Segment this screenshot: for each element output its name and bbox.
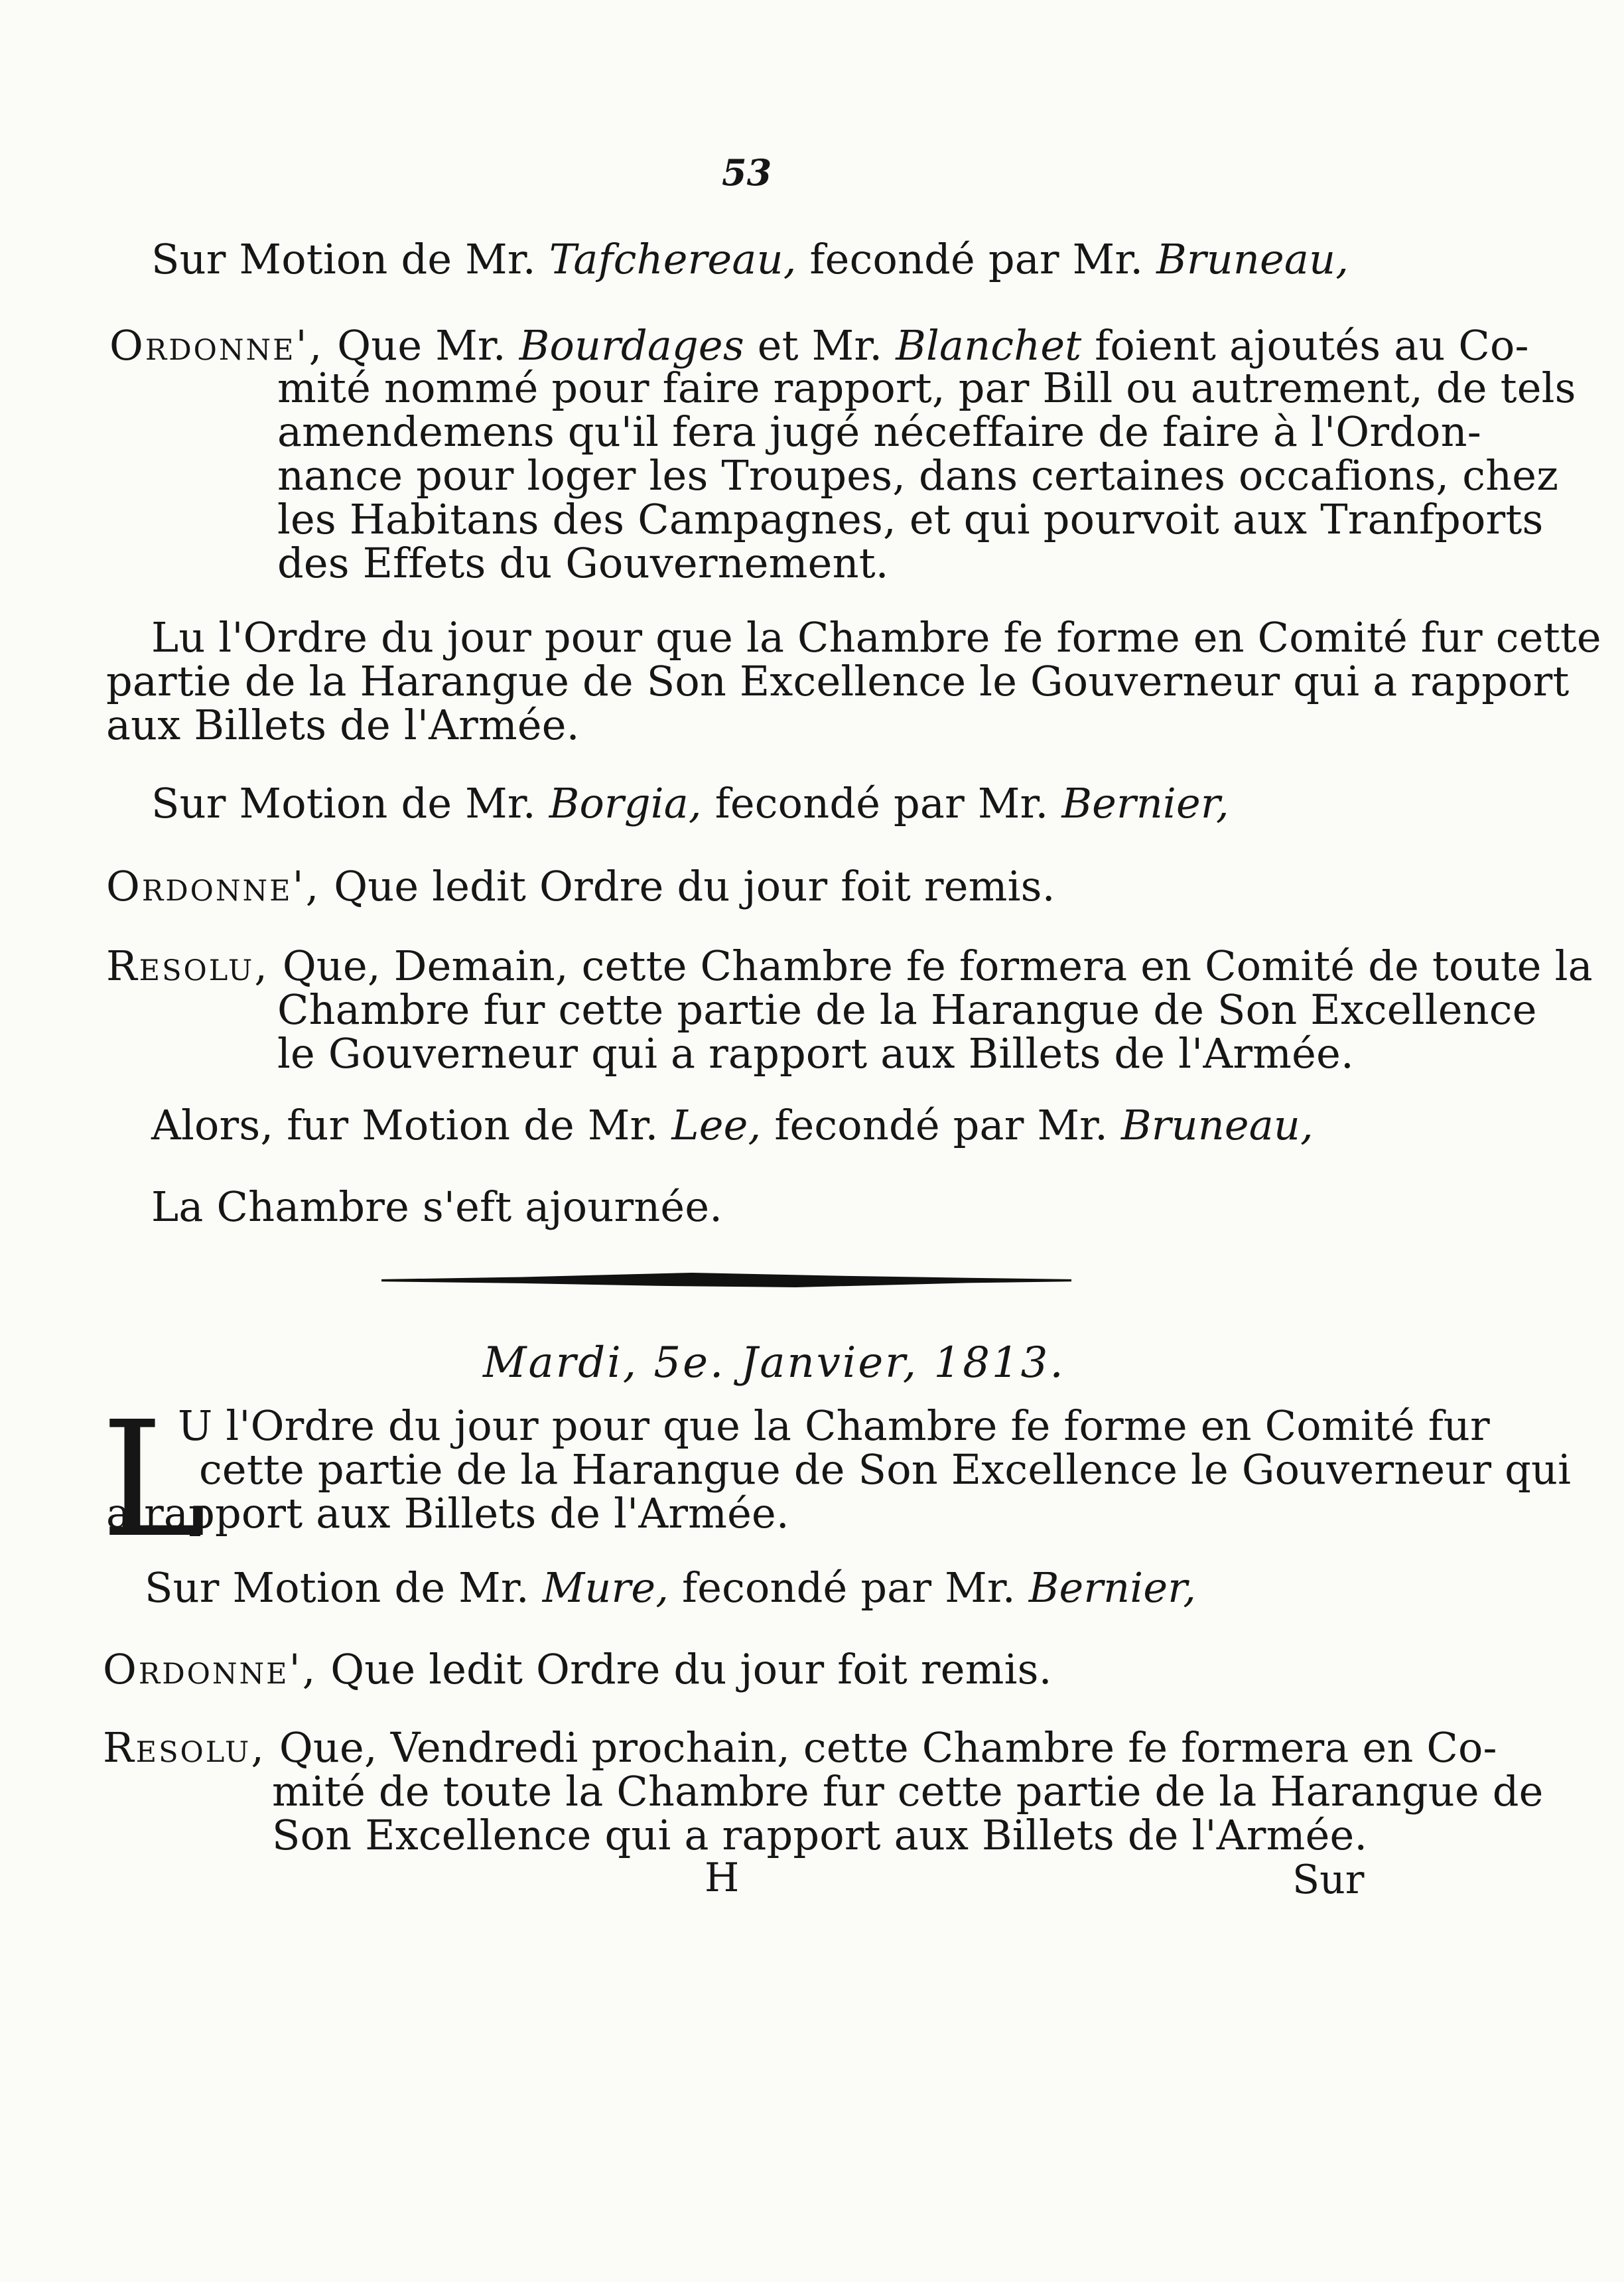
date-heading: Mardi, 5e. Janvier, 1813. bbox=[483, 1338, 1065, 1388]
order-1-name-blanchet: Blanchet bbox=[896, 321, 1082, 370]
motion-2-seconder: Bernier, bbox=[1061, 779, 1229, 827]
page-number: 53 bbox=[722, 151, 772, 194]
motion-1 bbox=[151, 235, 1349, 283]
motion-4-prefix: Sur Motion de Mr. bbox=[145, 1563, 543, 1612]
motion-2-prefix: Sur Motion de Mr. bbox=[151, 779, 549, 827]
order-2 bbox=[106, 862, 1055, 910]
reading-2-line-1: U l'Ordre du jour pour que la Chambre fe forme en Comité fur bbox=[178, 1401, 1490, 1450]
order-1-line-3: amendemens qu'il fera jugé néceffaire de faire à l'Ordon- bbox=[277, 407, 1481, 456]
reading-2-line-2: cette partie de la Harangue de Son Excellence le Gouverneur qui bbox=[199, 1445, 1572, 1494]
order-2-text: Que ledit Ordre du jour foit remis. bbox=[320, 862, 1055, 910]
order-3-text: Que ledit Ordre du jour foit remis. bbox=[317, 1645, 1052, 1693]
reading-1-line-1: Lu l'Ordre du jour pour que la Chambre fe forme en Comité fur cette bbox=[151, 613, 1601, 662]
order-1-line-2: mité nommé pour faire rapport, par Bill ou autrement, de tels bbox=[277, 364, 1576, 412]
motion-4-mid: fecondé par Mr. bbox=[669, 1563, 1029, 1612]
motion-2 bbox=[151, 779, 1229, 827]
motion-3 bbox=[151, 1101, 1314, 1149]
resolution-1-head: Resolu, bbox=[106, 942, 269, 990]
catchword: Sur bbox=[1292, 1857, 1365, 1903]
order-1-line-6: des Effets du Gouvernement. bbox=[277, 539, 889, 587]
order-1-text-c: et Mr. bbox=[744, 321, 896, 370]
signature-mark: H bbox=[705, 1855, 740, 1901]
resolution-1-text-1: Que, Demain, cette Chambre fe formera en Comité de toute la bbox=[269, 942, 1593, 990]
section-divider bbox=[381, 1273, 1071, 1287]
order-1-name-bourdages: Bourdages bbox=[519, 321, 744, 370]
order-3 bbox=[103, 1645, 1052, 1693]
resolution-2-line-1 bbox=[103, 1723, 1497, 1772]
order-1-line-1 bbox=[109, 321, 1529, 370]
motion-3-prefix: Alors, fur Motion de Mr. bbox=[151, 1101, 672, 1149]
motion-4 bbox=[145, 1563, 1197, 1612]
motion-2-mover: Borgia, bbox=[549, 779, 702, 827]
motion-1-seconder: Bruneau, bbox=[1156, 235, 1349, 283]
order-1-line-5: les Habitans des Campagnes, et qui pourvoit aux Tranfports bbox=[277, 495, 1544, 543]
reading-2-line-3: a rapport aux Billets de l'Armée. bbox=[106, 1489, 789, 1537]
motion-1-mid: fecondé par Mr. bbox=[796, 235, 1157, 283]
resolution-1-line-3: le Gouverneur qui a rapport aux Billets de l'Armée. bbox=[277, 1029, 1354, 1078]
order-1-text-e: foient ajoutés au Co- bbox=[1081, 321, 1529, 370]
adjournment: La Chambre s'eft ajournée. bbox=[151, 1182, 723, 1231]
resolution-1-line-2: Chambre fur cette partie de la Harangue de Son Excellence bbox=[277, 985, 1537, 1034]
resolution-1-line-1 bbox=[106, 942, 1593, 990]
motion-4-seconder: Bernier, bbox=[1028, 1563, 1197, 1612]
reading-1-line-2: partie de la Harangue de Son Excellence le Gouverneur qui a rapport bbox=[106, 657, 1570, 705]
drop-cap: L bbox=[101, 1387, 207, 1573]
motion-3-mid: fecondé par Mr. bbox=[761, 1101, 1121, 1149]
order-3-head: Ordonne', bbox=[103, 1645, 318, 1693]
order-2-head: Ordonne', bbox=[106, 862, 321, 910]
resolution-2-line-3: Son Excellence qui a rapport aux Billets de l'Armée. bbox=[272, 1811, 1368, 1859]
order-1-head: Ordonne', bbox=[109, 321, 324, 370]
reading-1-line-3: aux Billets de l'Armée. bbox=[106, 701, 580, 749]
motion-3-seconder: Bruneau, bbox=[1120, 1101, 1314, 1149]
motion-1-prefix: Sur Motion de Mr. bbox=[151, 235, 549, 283]
motion-4-mover: Mure, bbox=[542, 1563, 669, 1612]
order-1-line-4: nance pour loger les Troupes, dans certaines occafions, chez bbox=[277, 451, 1559, 500]
motion-1-mover: Tafchereau, bbox=[549, 235, 797, 283]
motion-2-mid: fecondé par Mr. bbox=[701, 779, 1062, 827]
resolution-2-head: Resolu, bbox=[103, 1723, 266, 1772]
order-1-text-a: Que Mr. bbox=[324, 321, 519, 370]
motion-3-mover: Lee, bbox=[671, 1101, 762, 1149]
resolution-2-text-1: Que, Vendredi prochain, cette Chambre fe formera en Co- bbox=[265, 1723, 1497, 1772]
resolution-2-line-2: mité de toute la Chambre fur cette partie de la Harangue de bbox=[272, 1767, 1544, 1816]
